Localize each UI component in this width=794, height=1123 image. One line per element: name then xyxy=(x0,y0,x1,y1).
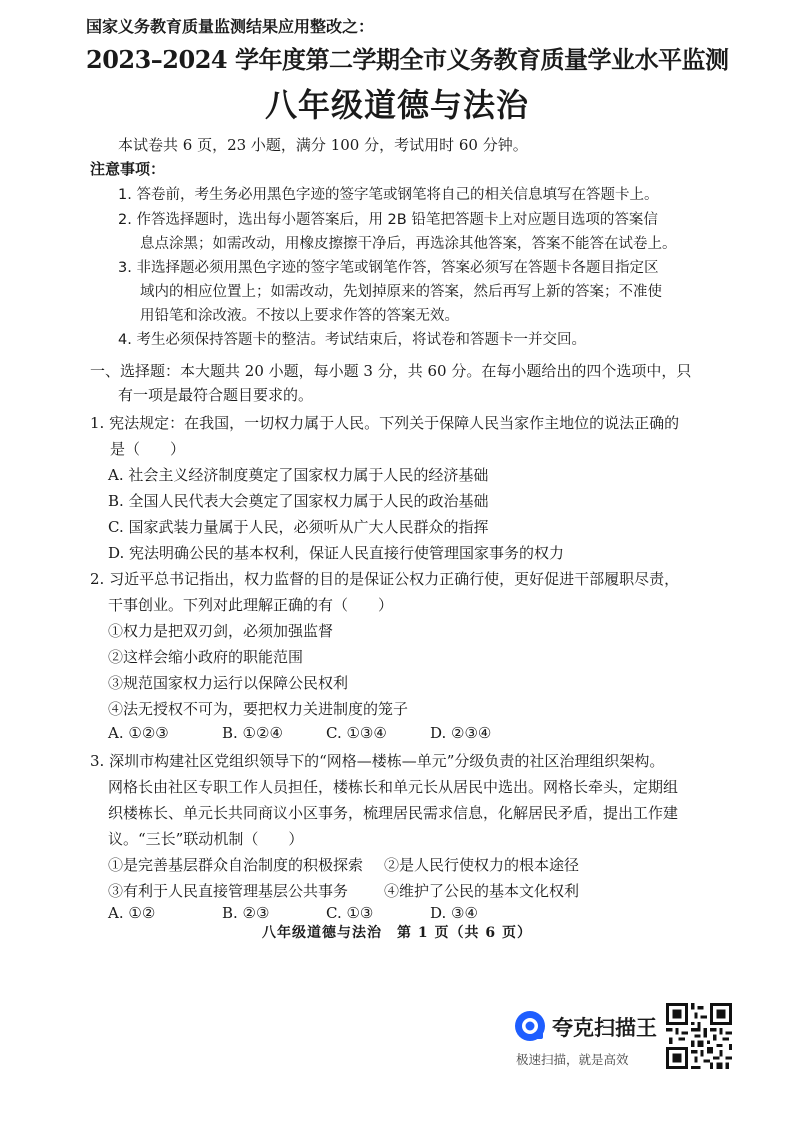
q1-option-b: B. 全国人民代表大会奠定了国家权力属于人民的政治基础 xyxy=(108,492,489,510)
q2-statement-1: ①权力是把双刃剑，必须加强监督 xyxy=(108,622,334,640)
q3-stem-cont: 网格长由社区专职工作人员担任，楼栋长和单元长从居民中选出。网格长牵头，定期组 xyxy=(108,778,679,796)
scanner-watermark xyxy=(508,1000,738,1075)
notice-line: 3. 非选择题必须用黑色字迹的签字笔或钢笔作答，答案必须写在答题卡各题目指定区 xyxy=(118,260,659,276)
q2-option-d: D. ②③④ xyxy=(430,724,492,742)
q3-option-a: A. ①② xyxy=(108,904,156,922)
header-note: 国家义务教育质量监测结果应用整改之： xyxy=(86,17,375,36)
notice-line: 1. 答卷前，考生务必用黑色字迹的签字笔或钢笔将自己的相关信息填写在答题卡上。 xyxy=(118,187,659,203)
q2-option-c: C. ①③④ xyxy=(326,724,387,742)
notice-line: 4. 考生必须保持答题卡的整洁。考试结束后，将试卷和答题卡一并交回。 xyxy=(118,332,586,348)
page-footer: 八年级道德与法治 第 1 页（共 6 页） xyxy=(262,925,532,941)
q3-option-b: B. ②③ xyxy=(222,904,270,922)
exam-title: 2023–2024 学年度第二学期全市义务教育质量学业水平监测 xyxy=(86,45,729,74)
notice-line: 用铅笔和涂改液。不按以上要求作答的答案无效。 xyxy=(140,308,459,324)
q2-option-a: A. ①②③ xyxy=(108,724,169,742)
watermark-slogan: 极速扫描，就是高效 xyxy=(516,1052,629,1067)
watermark-app-name: 夸克扫描王 xyxy=(552,1016,657,1040)
notice-line: 息点涂黑；如需改动，用橡皮擦擦干净后，再选涂其他答案，答案不能答在试卷上。 xyxy=(140,236,677,252)
q3-statement-1: ①是完善基层群众自治制度的积极探索 xyxy=(108,856,364,874)
q2-statement-2: ②这样会缩小政府的职能范围 xyxy=(108,648,304,666)
q3-statement-4: ④维护了公民的基本文化权利 xyxy=(384,882,580,900)
q3-option-c: C. ①③ xyxy=(326,904,374,922)
q2-statement-3: ③规范国家权力运行以保障公民权利 xyxy=(108,674,349,692)
q3-stem: 3. 深圳市构建社区党组织领导下的“网格—楼栋—单元”分级负责的社区治理组织架构。 xyxy=(90,752,665,770)
q2-stem-cont: 干事创业。下列对此理解正确的有（ ） xyxy=(108,596,394,614)
q1-stem: 1. 宪法规定：在我国，一切权力属于人民。下列关于保障人民当家作主地位的说法正确的 xyxy=(90,414,680,432)
notice-heading: 注意事项： xyxy=(90,160,166,178)
subject-title: 八年级道德与法治 xyxy=(264,86,529,124)
q3-statement-3: ③有利于人民直接管理基层公共事务 xyxy=(108,882,349,900)
q3-stem-cont: 议。“三长”联动机制（ ） xyxy=(108,830,304,848)
q1-option-c: C. 国家武装力量属于人民，必须听从广大人民群众的指挥 xyxy=(108,518,489,536)
q2-stem: 2. 习近平总书记指出，权力监督的目的是保证公权力正确行使，更好促进干部履职尽责， xyxy=(90,570,680,588)
q1-option-a: A. 社会主义经济制度奠定了国家权力属于人民的经济基础 xyxy=(108,466,489,484)
q3-option-d: D. ③④ xyxy=(430,904,478,922)
q1-stem-cont: 是（ ） xyxy=(110,440,186,458)
intro-text: 本试卷共 6 页，23 小题，满分 100 分，考试用时 60 分钟。 xyxy=(118,136,528,154)
quark-logo-icon xyxy=(512,1008,548,1044)
qr-code-icon xyxy=(666,1003,732,1069)
notice-line: 域内的相应位置上；如需改动，先划掉原来的答案，然后再写上新的答案；不准使 xyxy=(140,284,662,300)
section-heading-cont: 有一项是最符合题目要求的。 xyxy=(118,386,314,404)
q1-option-d: D. 宪法明确公民的基本权利，保证人民直接行使管理国家事务的权力 xyxy=(108,544,565,562)
q3-stem-cont: 织楼栋长、单元长共同商议小区事务，梳理居民需求信息，化解居民矛盾，提出工作建 xyxy=(108,804,679,822)
notice-line: 2. 作答选择题时，选出每小题答案后，用 2B 铅笔把答题卡上对应题目选项的答案信 xyxy=(118,212,658,228)
q2-option-b: B. ①②④ xyxy=(222,724,283,742)
q3-statement-2: ②是人民行使权力的根本途径 xyxy=(384,856,580,874)
q2-statement-4: ④法无授权不可为，要把权力关进制度的笼子 xyxy=(108,700,409,718)
section-heading: 一、选择题：本大题共 20 小题，每小题 3 分，共 60 分。在每小题给出的四个选项中，只 xyxy=(90,362,692,380)
